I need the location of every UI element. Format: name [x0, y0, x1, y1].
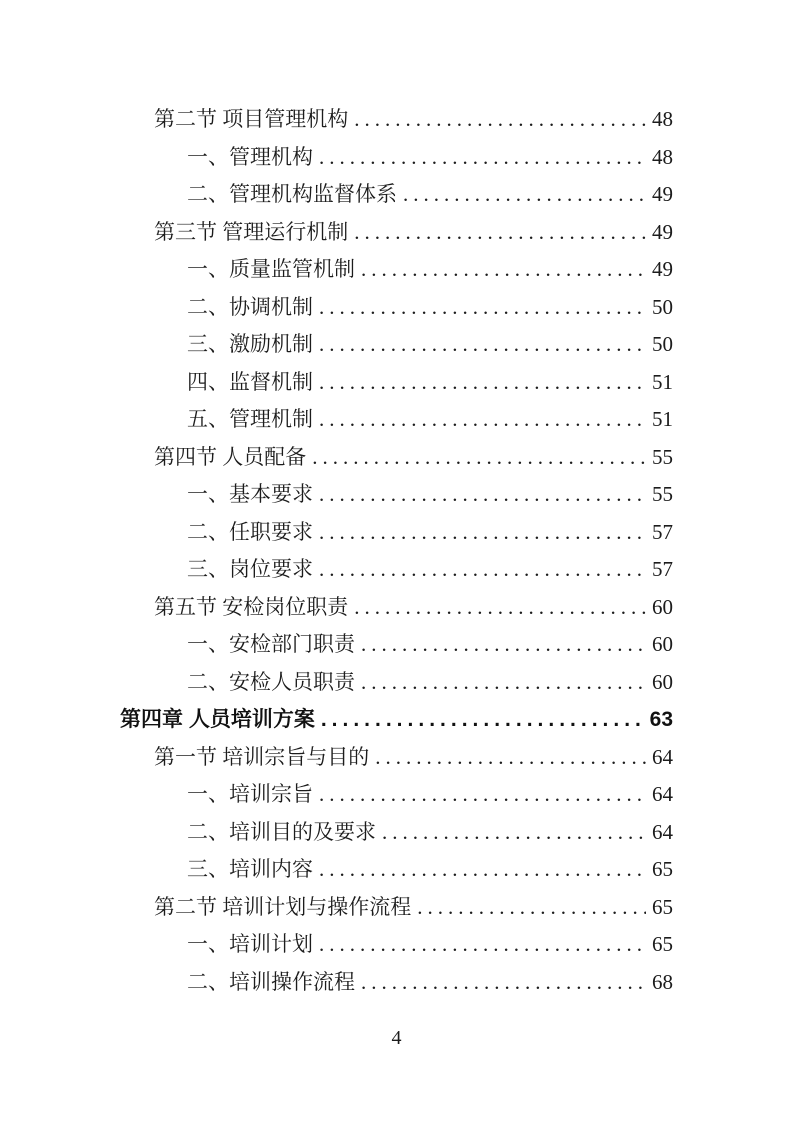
toc-entry-title: 第四节 人员配备	[154, 444, 307, 469]
toc-entry	[120, 964, 673, 1002]
page-footer	[0, 1026, 793, 1050]
toc-entry-page: 57	[652, 557, 673, 581]
toc-entry-page: 60	[652, 594, 673, 619]
toc-entry-page: 65	[652, 894, 673, 919]
toc-entry	[120, 364, 673, 402]
footer-page-number: 4	[391, 1027, 402, 1049]
toc-entry-page: 64	[652, 819, 673, 844]
toc-entry	[120, 214, 673, 252]
toc-entry	[120, 926, 673, 964]
toc-entry-title: 第一节 培训宗旨与目的	[154, 744, 370, 769]
toc-entry	[120, 551, 673, 589]
toc-leader-dots	[319, 476, 646, 514]
toc-entry-page: 50	[652, 332, 673, 356]
toc-entry-page: 60	[652, 669, 673, 694]
toc-entry-title: 三、岗位要求	[187, 557, 313, 581]
toc-leader-dots	[319, 776, 646, 814]
toc-entry	[120, 664, 673, 702]
toc-entry-page: 60	[652, 632, 673, 656]
toc-entry-title: 四、监督机制	[187, 369, 313, 394]
toc-entry-title: 第二节 培训计划与操作流程	[154, 894, 412, 919]
toc-entry-page: 48	[652, 107, 673, 131]
toc-entry	[120, 889, 673, 927]
toc-entry-title: 二、培训操作流程	[187, 969, 355, 994]
toc-leader-dots	[319, 551, 646, 589]
toc-entry	[120, 439, 673, 477]
table-of-contents	[120, 101, 673, 1001]
toc-leader-dots	[354, 101, 646, 139]
toc-entry	[120, 739, 673, 777]
toc-entry	[120, 401, 673, 439]
toc-entry-title: 三、激励机制	[187, 332, 313, 356]
toc-entry	[120, 289, 673, 327]
toc-entry-title: 第五节 安检岗位职责	[154, 594, 349, 619]
toc-entry-title: 第二节 项目管理机构	[154, 107, 349, 131]
toc-entry	[120, 139, 673, 177]
toc-entry	[120, 589, 673, 627]
toc-entry-page: 51	[652, 407, 673, 431]
toc-entry-title: 一、管理机构	[187, 144, 313, 169]
toc-entry-title: 第三节 管理运行机制	[154, 219, 349, 244]
toc-entry	[120, 701, 673, 739]
toc-entry	[120, 101, 673, 139]
toc-leader-dots	[312, 439, 646, 477]
toc-entry-title: 二、管理机构监督体系	[187, 182, 397, 206]
toc-entry-title: 二、协调机制	[187, 294, 313, 319]
toc-leader-dots	[354, 589, 646, 627]
toc-entry	[120, 851, 673, 889]
toc-leader-dots	[361, 251, 646, 289]
toc-entry-page: 48	[652, 144, 673, 169]
toc-leader-dots	[319, 851, 646, 889]
toc-leader-dots	[375, 739, 646, 777]
toc-leader-dots	[361, 964, 646, 1002]
toc-leader-dots	[319, 289, 646, 327]
toc-entry-page: 50	[652, 294, 673, 319]
toc-entry-page: 49	[652, 182, 673, 206]
toc-entry-page: 55	[652, 482, 673, 506]
toc-leader-dots	[319, 926, 646, 964]
toc-entry-title: 一、质量监管机制	[187, 257, 355, 281]
toc-leader-dots	[361, 626, 646, 664]
toc-entry-title: 三、培训内容	[187, 857, 313, 881]
toc-leader-dots	[319, 326, 646, 364]
toc-leader-dots	[417, 889, 646, 927]
toc-entry-title: 二、安检人员职责	[187, 669, 355, 694]
toc-entry-page: 64	[652, 744, 673, 769]
toc-entry-page: 57	[652, 519, 673, 544]
toc-entry-page: 68	[652, 969, 673, 994]
toc-entry-title: 一、培训宗旨	[187, 782, 313, 806]
toc-leader-dots	[354, 214, 646, 252]
toc-entry-page: 63	[649, 708, 673, 731]
toc-entry-title: 五、管理机制	[187, 407, 313, 431]
toc-entry-title: 二、任职要求	[187, 519, 313, 544]
toc-leader-dots	[319, 514, 646, 552]
toc-entry-title: 第四章 人员培训方案	[120, 708, 315, 731]
toc-entry-page: 65	[652, 857, 673, 881]
toc-entry-page: 51	[652, 369, 673, 394]
toc-entry	[120, 326, 673, 364]
toc-leader-dots	[403, 176, 646, 214]
toc-entry	[120, 476, 673, 514]
toc-entry-page: 55	[652, 444, 673, 469]
toc-entry-title: 一、基本要求	[187, 482, 313, 506]
toc-entry-page: 49	[652, 257, 673, 281]
toc-leader-dots	[319, 364, 646, 402]
toc-leader-dots	[319, 401, 646, 439]
toc-entry	[120, 251, 673, 289]
toc-entry-title: 一、安检部门职责	[187, 632, 355, 656]
toc-entry	[120, 514, 673, 552]
toc-leader-dots	[319, 139, 646, 177]
toc-entry-page: 65	[652, 932, 673, 956]
toc-entry	[120, 814, 673, 852]
toc-entry	[120, 776, 673, 814]
toc-entry-page: 64	[652, 782, 673, 806]
toc-leader-dots	[361, 664, 646, 702]
toc-leader-dots	[321, 701, 644, 739]
toc-entry-title: 二、培训目的及要求	[187, 819, 376, 844]
toc-entry-page: 49	[652, 219, 673, 244]
toc-entry-title: 一、培训计划	[187, 932, 313, 956]
toc-entry	[120, 176, 673, 214]
toc-leader-dots	[382, 814, 646, 852]
toc-entry	[120, 626, 673, 664]
